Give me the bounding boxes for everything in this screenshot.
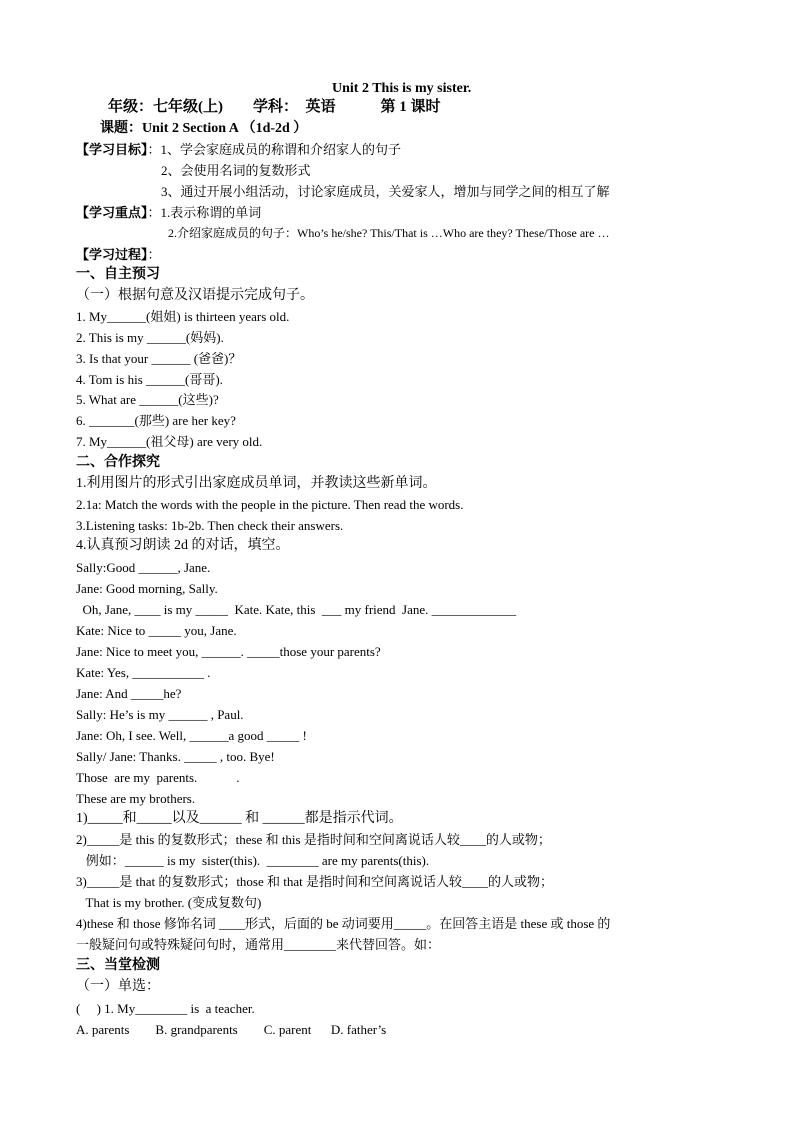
key-points-label: 【学习重点】 xyxy=(76,205,148,220)
course-meta: 年级：七年级(上) 学科： 英语 第 1 课时 xyxy=(108,99,441,115)
section-3-heading: 三、当堂检测 xyxy=(76,958,160,973)
example-sentence: Those are my parents. . xyxy=(76,770,240,785)
exercise-item: 4. Tom is his ______(哥哥). xyxy=(76,372,223,387)
activity-item: 3.Listening tasks: 1b-2b. Then check their answers. xyxy=(76,518,344,533)
lesson-topic: 课题：Unit 2 Section A （1d-2d ） xyxy=(100,121,308,136)
dialogue-line: Sally: He’s is my ______ , Paul. xyxy=(76,707,244,722)
dialogue-line: Kate: Yes, ___________ . xyxy=(76,665,211,680)
exercise-item: 5. What are ______(这些)? xyxy=(76,392,219,407)
exercise-item: 3. Is that your ______ (爸爸)？ xyxy=(76,351,242,366)
key-point-1: ：1.表示称谓的单词 xyxy=(147,205,262,220)
exercise-item: 7. My______(祖父母) are very old. xyxy=(76,434,263,449)
section-1-instruction: （一）根据句意及汉语提示完成句子。 xyxy=(76,288,314,303)
dialogue-line: Jane: And _____he? xyxy=(76,686,182,701)
grammar-note: 一般疑问句或特殊疑问句时，通常用________来代替回答。如： xyxy=(76,937,441,952)
activity-item: 2.1a: Match the words with the people in the picture. Then read the words. xyxy=(76,497,464,512)
quiz-question: ( ) 1. My________ is a teacher. xyxy=(76,1001,255,1016)
learning-goals-label: 【学习目标】 xyxy=(76,142,148,157)
dialogue-line: Sally:Good ______, Jane. xyxy=(76,560,211,575)
learning-goals-line-1 xyxy=(76,141,401,158)
key-points-line-1 xyxy=(76,204,261,221)
goal-2: 2、会使用名词的复数形式 xyxy=(161,163,311,178)
grammar-note: 3)_____是 that 的复数形式；those 和 that 是指时间和空间离说话人较____的人或物； xyxy=(76,874,554,889)
quiz-options: A. parents B. grandparents C. parent D. father’s xyxy=(76,1022,387,1037)
dialogue-line: Jane: Good morning, Sally. xyxy=(76,581,218,596)
grammar-example: 例如：______ is my sister(this). ________ are my parents(this). xyxy=(76,853,430,868)
exercise-item: 1. My______(姐姐) is thirteen years old. xyxy=(76,309,290,324)
grammar-note: 1)_____和_____以及______ 和 ______都是指示代词。 xyxy=(76,811,403,826)
exercise-item: 6. _______(那些) are her key? xyxy=(76,413,236,428)
key-point-2: 2.介绍家庭成员的句子：Who’s he/she? This/That is …Who are they? These/Those are … xyxy=(168,226,610,240)
goal-1: ：1、学会家庭成员的称谓和介绍家人的句子 xyxy=(147,142,402,157)
grammar-note: 2)_____是 this 的复数形式；these 和 this 是指时间和空间离说话人较____的人或物； xyxy=(76,832,551,847)
dialogue-line: Sally/ Jane: Thanks. _____ , too. Bye! xyxy=(76,749,275,764)
example-sentence: These are my brothers. xyxy=(76,791,196,806)
activity-item: 4.认真预习朗读 2d 的对话，填空。 xyxy=(76,538,290,553)
activity-item: 1.利用图片的形式引出家庭成员单词，并教读这些新单词。 xyxy=(76,476,437,491)
section-3-instruction: （一）单选： xyxy=(76,979,160,994)
dialogue-line: Oh, Jane, ____ is my _____ Kate. Kate, this ___ my friend Jane. _____________ xyxy=(76,602,517,617)
learning-process-heading: 【学习过程】： xyxy=(76,247,161,262)
exercise-item: 2. This is my ______(妈妈). xyxy=(76,330,224,345)
dialogue-line: Kate: Nice to _____ you, Jane. xyxy=(76,623,237,638)
dialogue-line: Jane: Nice to meet you, ______. _____those your parents? xyxy=(76,644,381,659)
section-1-heading: 一、自主预习 xyxy=(76,267,160,282)
grammar-example: That is my brother. (变成复数句) xyxy=(76,895,262,910)
section-2-heading: 二、合作探究 xyxy=(76,455,160,470)
document-title: Unit 2 This is my sister. xyxy=(332,81,472,96)
grammar-note: 4)these 和 those 修饰名词 ____形式，后面的 be 动词要用_____。在回答主语是 these 或 those 的 xyxy=(76,916,611,931)
dialogue-line: Jane: Oh, I see. Well, ______a good _____ ! xyxy=(76,728,307,743)
goal-3: 3、通过开展小组活动，讨论家庭成员，关爱家人，增加与同学之间的相互了解 xyxy=(161,184,610,199)
